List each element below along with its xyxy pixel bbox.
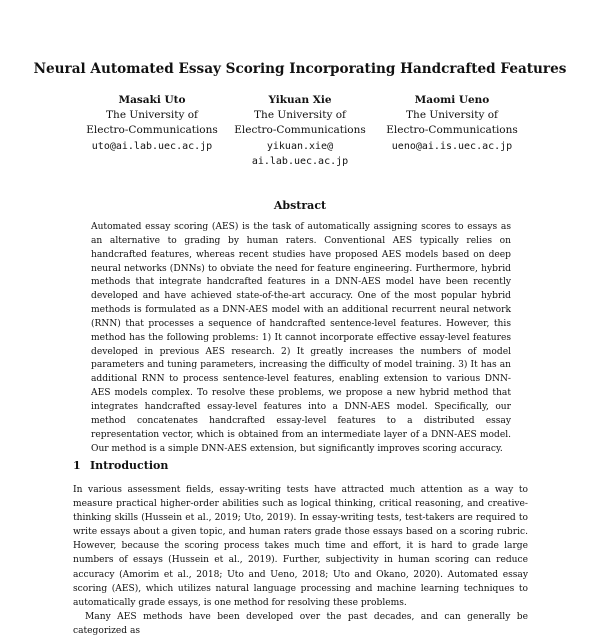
abstract-heading: Abstract [273, 199, 327, 212]
author-name: Yikuan Xie [268, 94, 332, 106]
paragraph: In various assessment fields, essay-writing tests have attracted much attention as a way to measure practical higher-order abilities such as logical thinking, critical reasoning, and creative-thinking skills (Hussein et al., 2019; Uto, 2019). In essay-writing tests, test-takers are required to write essays about a given topic, and human raters grade those essays based on a scoring rubric. However, because the scoring process takes much time and effort, it is hard to grade large numbers of essays (Hussein et al., 2019). Further, subjectivity in human scoring can reduce accuracy (Amorim et al., 2018; Uto and Ueno, 2018; Uto and Okano, 2020). Automated essay scoring (AES), which utilizes natural language processing and machine learning techniques to automatically grade essays, is one method for resolving these problems. [73, 485, 528, 608]
paper-title: Neural Automated Essay Scoring Incorporating Handcrafted Features [33, 61, 567, 77]
paragraph: Many AES methods have been developed over the past decades, and can generally be categorized as [73, 611, 528, 636]
author-affiliation: The University of [106, 109, 198, 122]
author-block-xie [215, 93, 385, 169]
abstract-text: Automated essay scoring (AES) is the task of automatically assigning scores to essays as an alternative to grading by human raters. Conventional AES typically relies on handcrafted features, whereas recent studies have proposed AES models based on deep neural networks (DNNs) to obviate the need for feature engineering. Furthermore, hybrid methods that integrate handcrafted features in a DNN-AES model have been recently developed and have achieved state-of-the-art accuracy. One of the most popular hybrid methods is formulated as a DNN-AES model with an additional recurrent neural network (RNN) that processes a sequence of handcrafted sentence-level features. However, this method has the following problems: 1) It cannot incorporate effective essay-level features developed in previous AES research. 2) It greatly increases the numbers of model parameters and tuning parameters, increasing the difficulty of model training. 3) It has an additional RNN to process sentence-level features, enabling extension to various DNN-AES models complex. To resolve these problems, we propose a new hybrid method that integrates handcrafted essay-level features into a DNN-AES model. Specifically, our method concatenates handcrafted essay-level features to a distributed essay representation vector, which is obtained from an intermediate layer of a DNN-AES model. Our method is a simple DNN-AES extension, but significantly improves scoring accuracy. [91, 222, 511, 454]
author-email: yikuan.xie@ [266, 140, 334, 152]
author-email: ueno@ai.is.uec.ac.jp [391, 140, 513, 152]
author-affiliation: The University of [406, 109, 498, 122]
section-number: 1 [73, 459, 81, 472]
section-title: Introduction [90, 459, 169, 472]
author-block-uto [67, 93, 237, 154]
author-affiliation: Electro-Communications [234, 124, 366, 137]
author-affiliation: The University of [254, 109, 346, 122]
author-block-ueno [367, 93, 537, 154]
introduction-body [73, 483, 528, 638]
author-name: Masaki Uto [118, 94, 186, 106]
author-email-continued: ai.lab.uec.ac.jp [251, 155, 349, 167]
author-email: uto@ai.lab.uec.ac.jp [91, 140, 213, 152]
author-affiliation: Electro-Communications [86, 124, 218, 137]
section-heading-introduction [73, 459, 168, 473]
author-name: Maomi Ueno [414, 94, 490, 106]
author-affiliation: Electro-Communications [386, 124, 518, 137]
